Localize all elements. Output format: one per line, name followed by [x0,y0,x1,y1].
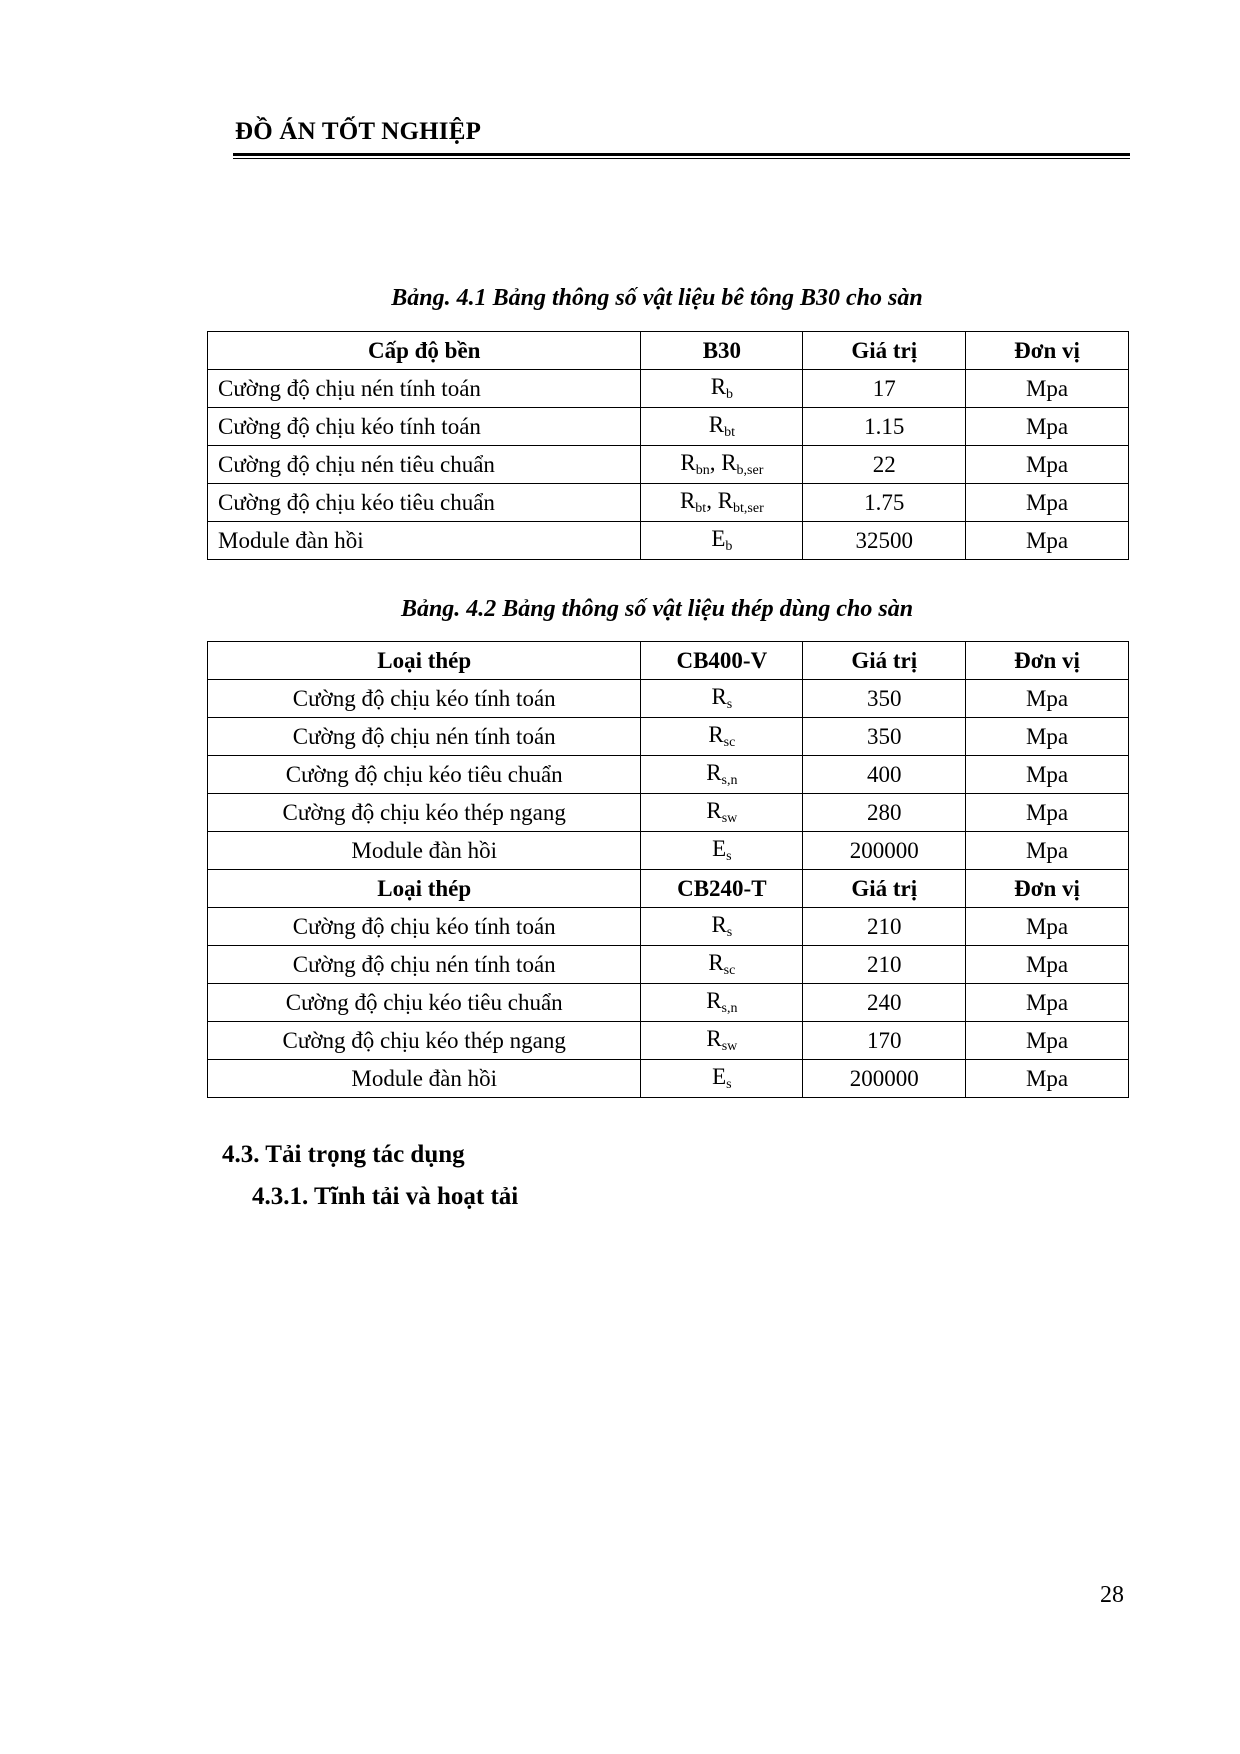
unit-cell: Mpa [966,522,1129,560]
header-cell: Giá trị [803,642,966,680]
property-name: Module đàn hồi [208,1060,641,1098]
symbol: R [708,722,724,747]
symbol-subscript: s [726,1077,732,1092]
property-name: Cường độ chịu kéo tính toán [208,680,641,718]
symbol: R [706,988,722,1013]
symbol: R [711,912,727,937]
symbol-cell [641,946,803,984]
table-row [208,908,1129,946]
property-name: Cường độ chịu kéo tính toán [208,408,641,446]
value-cell: 400 [803,756,966,794]
value-cell: 210 [803,908,966,946]
property-name: Cường độ chịu kéo tiêu chuẩn [208,484,641,522]
concrete-properties-table [207,331,1129,560]
symbol-cell [641,908,803,946]
symbol: R [680,450,696,475]
header-cell: Loại thép [208,642,641,680]
property-name: Module đàn hồi [208,522,641,560]
value-cell: 350 [803,680,966,718]
property-name: Cường độ chịu kéo thép ngang [208,794,641,832]
header-cell: CB400-V [641,642,803,680]
symbol: R [706,798,722,823]
value-cell: 1.15 [803,408,966,446]
symbol-cell [641,680,803,718]
symbol-cell [641,794,803,832]
value-cell: 170 [803,1022,966,1060]
header-rule [233,153,1130,159]
symbol-subscript-secondary: b,ser [736,463,764,478]
header-cell: Loại thép [208,870,641,908]
unit-cell: Mpa [966,408,1129,446]
value-cell: 280 [803,794,966,832]
value-cell: 200000 [803,832,966,870]
symbol-cell [641,370,803,408]
symbol-subscript: s,n [721,773,738,788]
table-row [208,718,1129,756]
value-cell: 1.75 [803,484,966,522]
table-row [208,1060,1129,1098]
unit-cell: Mpa [966,832,1129,870]
table-row [208,832,1129,870]
symbol-cell [641,984,803,1022]
property-name: Cường độ chịu nén tính toán [208,370,641,408]
symbol-subscript: s [726,925,733,940]
table-row [208,794,1129,832]
value-cell: 17 [803,370,966,408]
symbol: E [712,1064,727,1089]
unit-cell: Mpa [966,756,1129,794]
symbol-cell [641,832,803,870]
property-name: Cường độ chịu kéo tiêu chuẩn [208,756,641,794]
steel-properties-table [207,641,1129,1098]
symbol-cell [641,484,803,522]
value-cell: 32500 [803,522,966,560]
symbol-subscript: sw [721,1039,738,1054]
header-cell: CB240-T [641,870,803,908]
property-name: Cường độ chịu nén tiêu chuẩn [208,446,641,484]
unit-cell: Mpa [966,946,1129,984]
symbol-subscript: bt [695,501,707,516]
symbol-cell [641,1022,803,1060]
value-cell: 200000 [803,1060,966,1098]
value-cell: 240 [803,984,966,1022]
unit-cell: Mpa [966,680,1129,718]
symbol-cell [641,756,803,794]
symbol-subscript-secondary: bt,ser [733,501,764,516]
table-header-row [208,642,1129,680]
symbol: R [679,488,696,513]
symbol: R [708,412,725,437]
symbol-cell [641,408,803,446]
symbol: R [708,950,724,975]
table1-caption: Bảng. 4.1 Bảng thông số vật liệu bê tông B30 cho sàn [391,285,923,311]
header-cell: Đơn vị [966,642,1129,680]
table-row [208,522,1129,560]
header-cell: Đơn vị [966,332,1129,370]
unit-cell: Mpa [966,446,1129,484]
table-row [208,984,1129,1022]
symbol-secondary: , R [706,488,734,513]
table-row [208,408,1129,446]
symbol: R [706,760,722,785]
page-number: 28 [1100,1582,1124,1608]
table-header-row [208,870,1129,908]
subsection-heading: 4.3.1. Tĩnh tải và hoạt tải [252,1183,519,1210]
document-header-title: ĐỒ ÁN TỐT NGHIỆP [235,118,482,145]
symbol-subscript: s [726,697,733,712]
symbol-secondary: , R [709,450,737,475]
symbol-subscript: bn [695,463,710,478]
table-header-row [208,332,1129,370]
value-cell: 22 [803,446,966,484]
unit-cell: Mpa [966,908,1129,946]
symbol-cell [641,1060,803,1098]
table-row [208,370,1129,408]
symbol: R [711,684,727,709]
unit-cell: Mpa [966,1060,1129,1098]
symbol-cell [641,718,803,756]
property-name: Cường độ chịu kéo tính toán [208,908,641,946]
property-name: Cường độ chịu kéo tiêu chuẩn [208,984,641,1022]
header-cell: Giá trị [803,870,966,908]
property-name: Cường độ chịu nén tính toán [208,718,641,756]
header-cell: Cấp độ bền [208,332,641,370]
symbol-subscript: bt [724,425,735,440]
table-row [208,946,1129,984]
value-cell: 350 [803,718,966,756]
table-row [208,484,1129,522]
property-name: Cường độ chịu kéo thép ngang [208,1022,641,1060]
table-row [208,1022,1129,1060]
table2-caption: Bảng. 4.2 Bảng thông số vật liệu thép dùng cho sàn [400,596,914,622]
unit-cell: Mpa [966,718,1129,756]
property-name: Module đàn hồi [208,832,641,870]
symbol: R [706,1026,722,1051]
symbol-subscript: b [725,539,733,554]
section-heading: 4.3. Tải trọng tác dụng [222,1141,465,1168]
symbol-subscript: s [726,849,732,864]
symbol-subscript: sc [723,735,736,750]
unit-cell: Mpa [966,794,1129,832]
symbol: R [710,374,727,399]
symbol-subscript: s,n [721,1001,738,1016]
symbol-cell [641,446,803,484]
table-row [208,446,1129,484]
unit-cell: Mpa [966,984,1129,1022]
table-row [208,680,1129,718]
table-row [208,756,1129,794]
symbol-subscript: sw [721,811,738,826]
symbol-subscript: b [726,387,734,402]
unit-cell: Mpa [966,484,1129,522]
header-cell: Giá trị [803,332,966,370]
unit-cell: Mpa [966,370,1129,408]
property-name: Cường độ chịu nén tính toán [208,946,641,984]
symbol: E [711,526,726,551]
unit-cell: Mpa [966,1022,1129,1060]
value-cell: 210 [803,946,966,984]
symbol-cell [641,522,803,560]
header-cell: Đơn vị [966,870,1129,908]
symbol-subscript: sc [723,963,736,978]
symbol: E [712,836,727,861]
header-cell: B30 [641,332,803,370]
